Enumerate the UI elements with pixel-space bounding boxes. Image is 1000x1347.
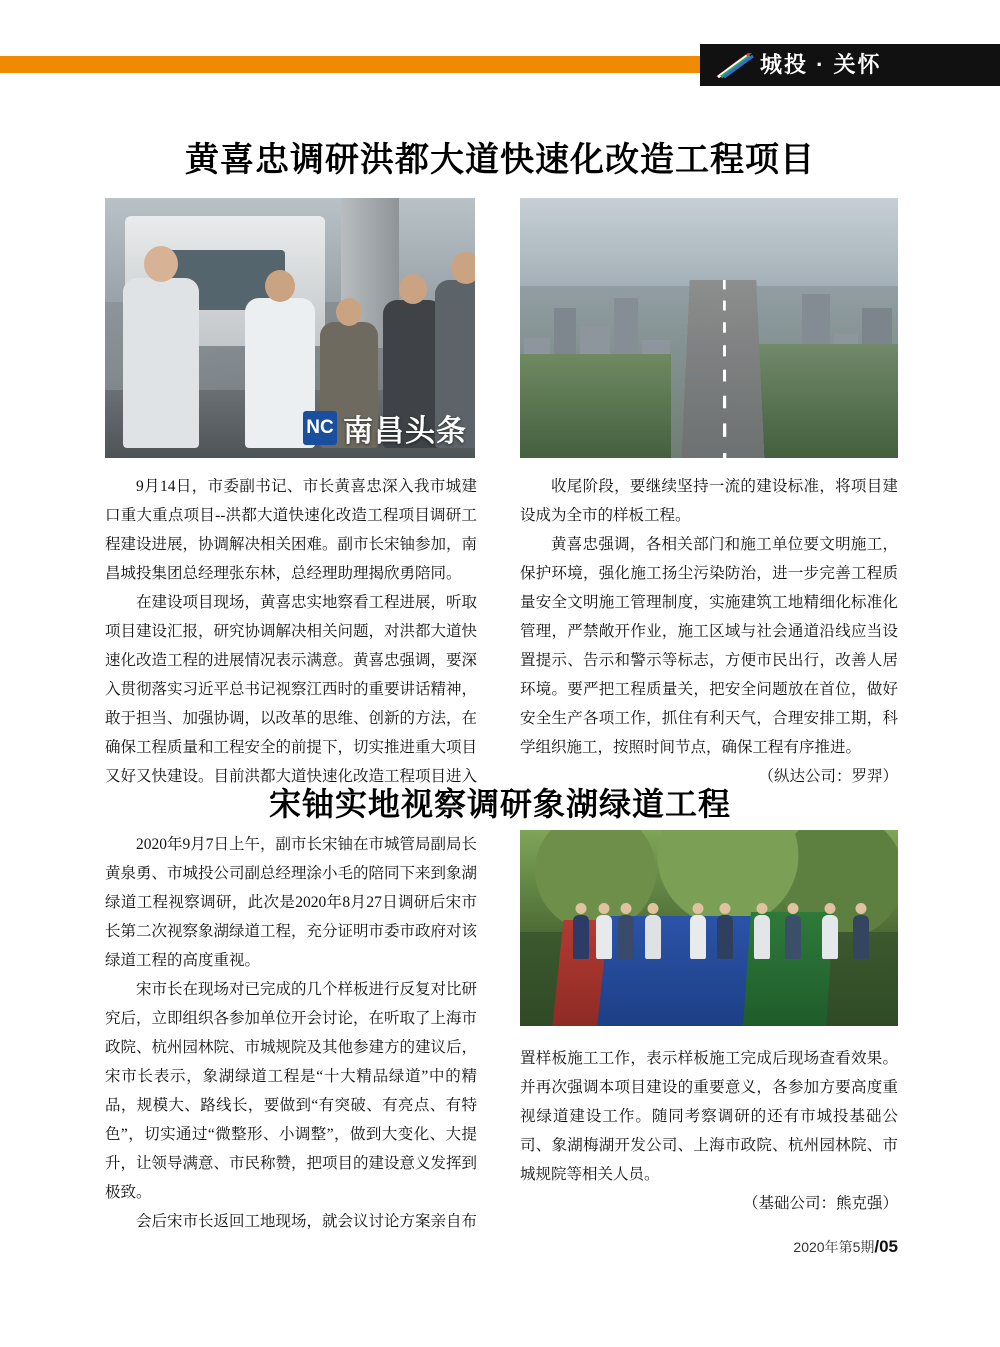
header-orange-rule [0,56,700,73]
watermark-label: 南昌头条 [343,415,467,448]
article1-right-column [520,472,898,791]
article1-byline: （纵达公司：罗羿） [758,768,898,785]
page-number: /05 [874,1237,898,1256]
page-footer [793,1237,898,1257]
photo-watermark [303,406,467,450]
paragraph: 宋市长在现场对已完成的几个样板进行反复对比研究后，立即组织各参加单位开会讨论，在听取了上海市政院、杭州园林院、市城规院及其他参建方的建议后，宋市长表示，象湖绿道工程是“十大精品绿道”中的精品，规模大、路线长，要做到“有突破、有亮点、有特色”，切实通过“微整形、小调整”，做到大变化、大提升，让领导满意、市民称赞，把项目的建设意义发挥到极致。 [105,981,478,1201]
paragraph: 2020年9月7日上午，副市长宋铀在市城管局副局长黄泉勇、市城投公司副总经理涂小毛的陪同下来到象湖绿道工程视察调研，此次是2020年8月27日调研后宋市长第二次视察象湖绿道工程，充分证明市委市政府对该绿道工程的高度重视。 [105,836,478,969]
greenway-inspection-photo [520,830,898,1026]
wave-stripes-logo-icon [714,51,754,79]
article1-headline: 黄喜忠调研洪都大道快速化改造工程项目 [185,141,815,179]
paragraph: 置样板施工工作，表示样板施工完成后现场查看效果。并再次强调本项目建设的重要意义，各参加方要高度重视绿道建设工作。随同考察调研的还有市城投基础公司、象湖梅湖开发公司、上海市政院、杭州园林院、市城规院等相关人员。 [520,1050,898,1183]
paragraph: 黄喜忠强调，各相关部门和施工单位要文明施工，保护环境，强化施工扬尘污染防治，进一步完善工程质量安全文明施工管理制度，实施建筑工地精细化标准化管理，严禁敞开作业，施工区域与社会通道沿线应当设置提示、告示和警示等标志，方便市民出行，改善人居环境。要严把工程质量关，把安全问题放在首位，做好安全生产各项工作，抓住有利天气，合理安排工期，科学组织施工，按照时间节点，确保工程有序推进。 [520,536,898,756]
article2-headline: 宋铀实地视察调研象湖绿道工程 [268,786,731,822]
header-brand-title: 城投 · 关怀 [760,52,882,77]
article2-byline: （基础公司：熊克强） [742,1195,898,1212]
paragraph: 在建设项目现场，黄喜忠实地察看工程进展，听取项目建设汇报，研究协调解决相关问题，对洪都大道快速化改造工程的进展情况表示满意。黄喜忠强调，要深入贯彻落实习近平总书记视察江西时的重要讲话精神，敢于担当、加强协调，以改革的思维、创新的方法，在确保工程质量和工程安全的前提下，切实推进重大项目又好又快建设。目前洪都大道快速化改造工程项目进入 [105,594,478,785]
article1-left-column [105,472,477,791]
paragraph: 9月14日，市委副书记、市长黄喜忠深入我市城建口重大重点项目--洪都大道快速化改造工程项目调研工程建设进展，协调解决相关困难。副市长宋铀参加，南昌城投集团总经理张东林，总经理助理揭欣勇陪同。 [105,478,478,582]
issue-label: 2020年第5期 [793,1239,875,1255]
article2-left-column [105,830,477,1236]
page-header [0,44,1000,86]
article2-right-column [520,1044,898,1218]
paragraph: 收尾阶段，要继续坚持一流的建设标准，将项目建设成为全市的样板工程。 [520,478,898,524]
aerial-expressway-photo [520,198,898,458]
paragraph: 会后宋市长返回工地现场，就会议讨论方案亲自布 [136,1213,478,1230]
watermark-logo-icon: NC [303,411,337,445]
street-inspection-photo [105,198,475,458]
